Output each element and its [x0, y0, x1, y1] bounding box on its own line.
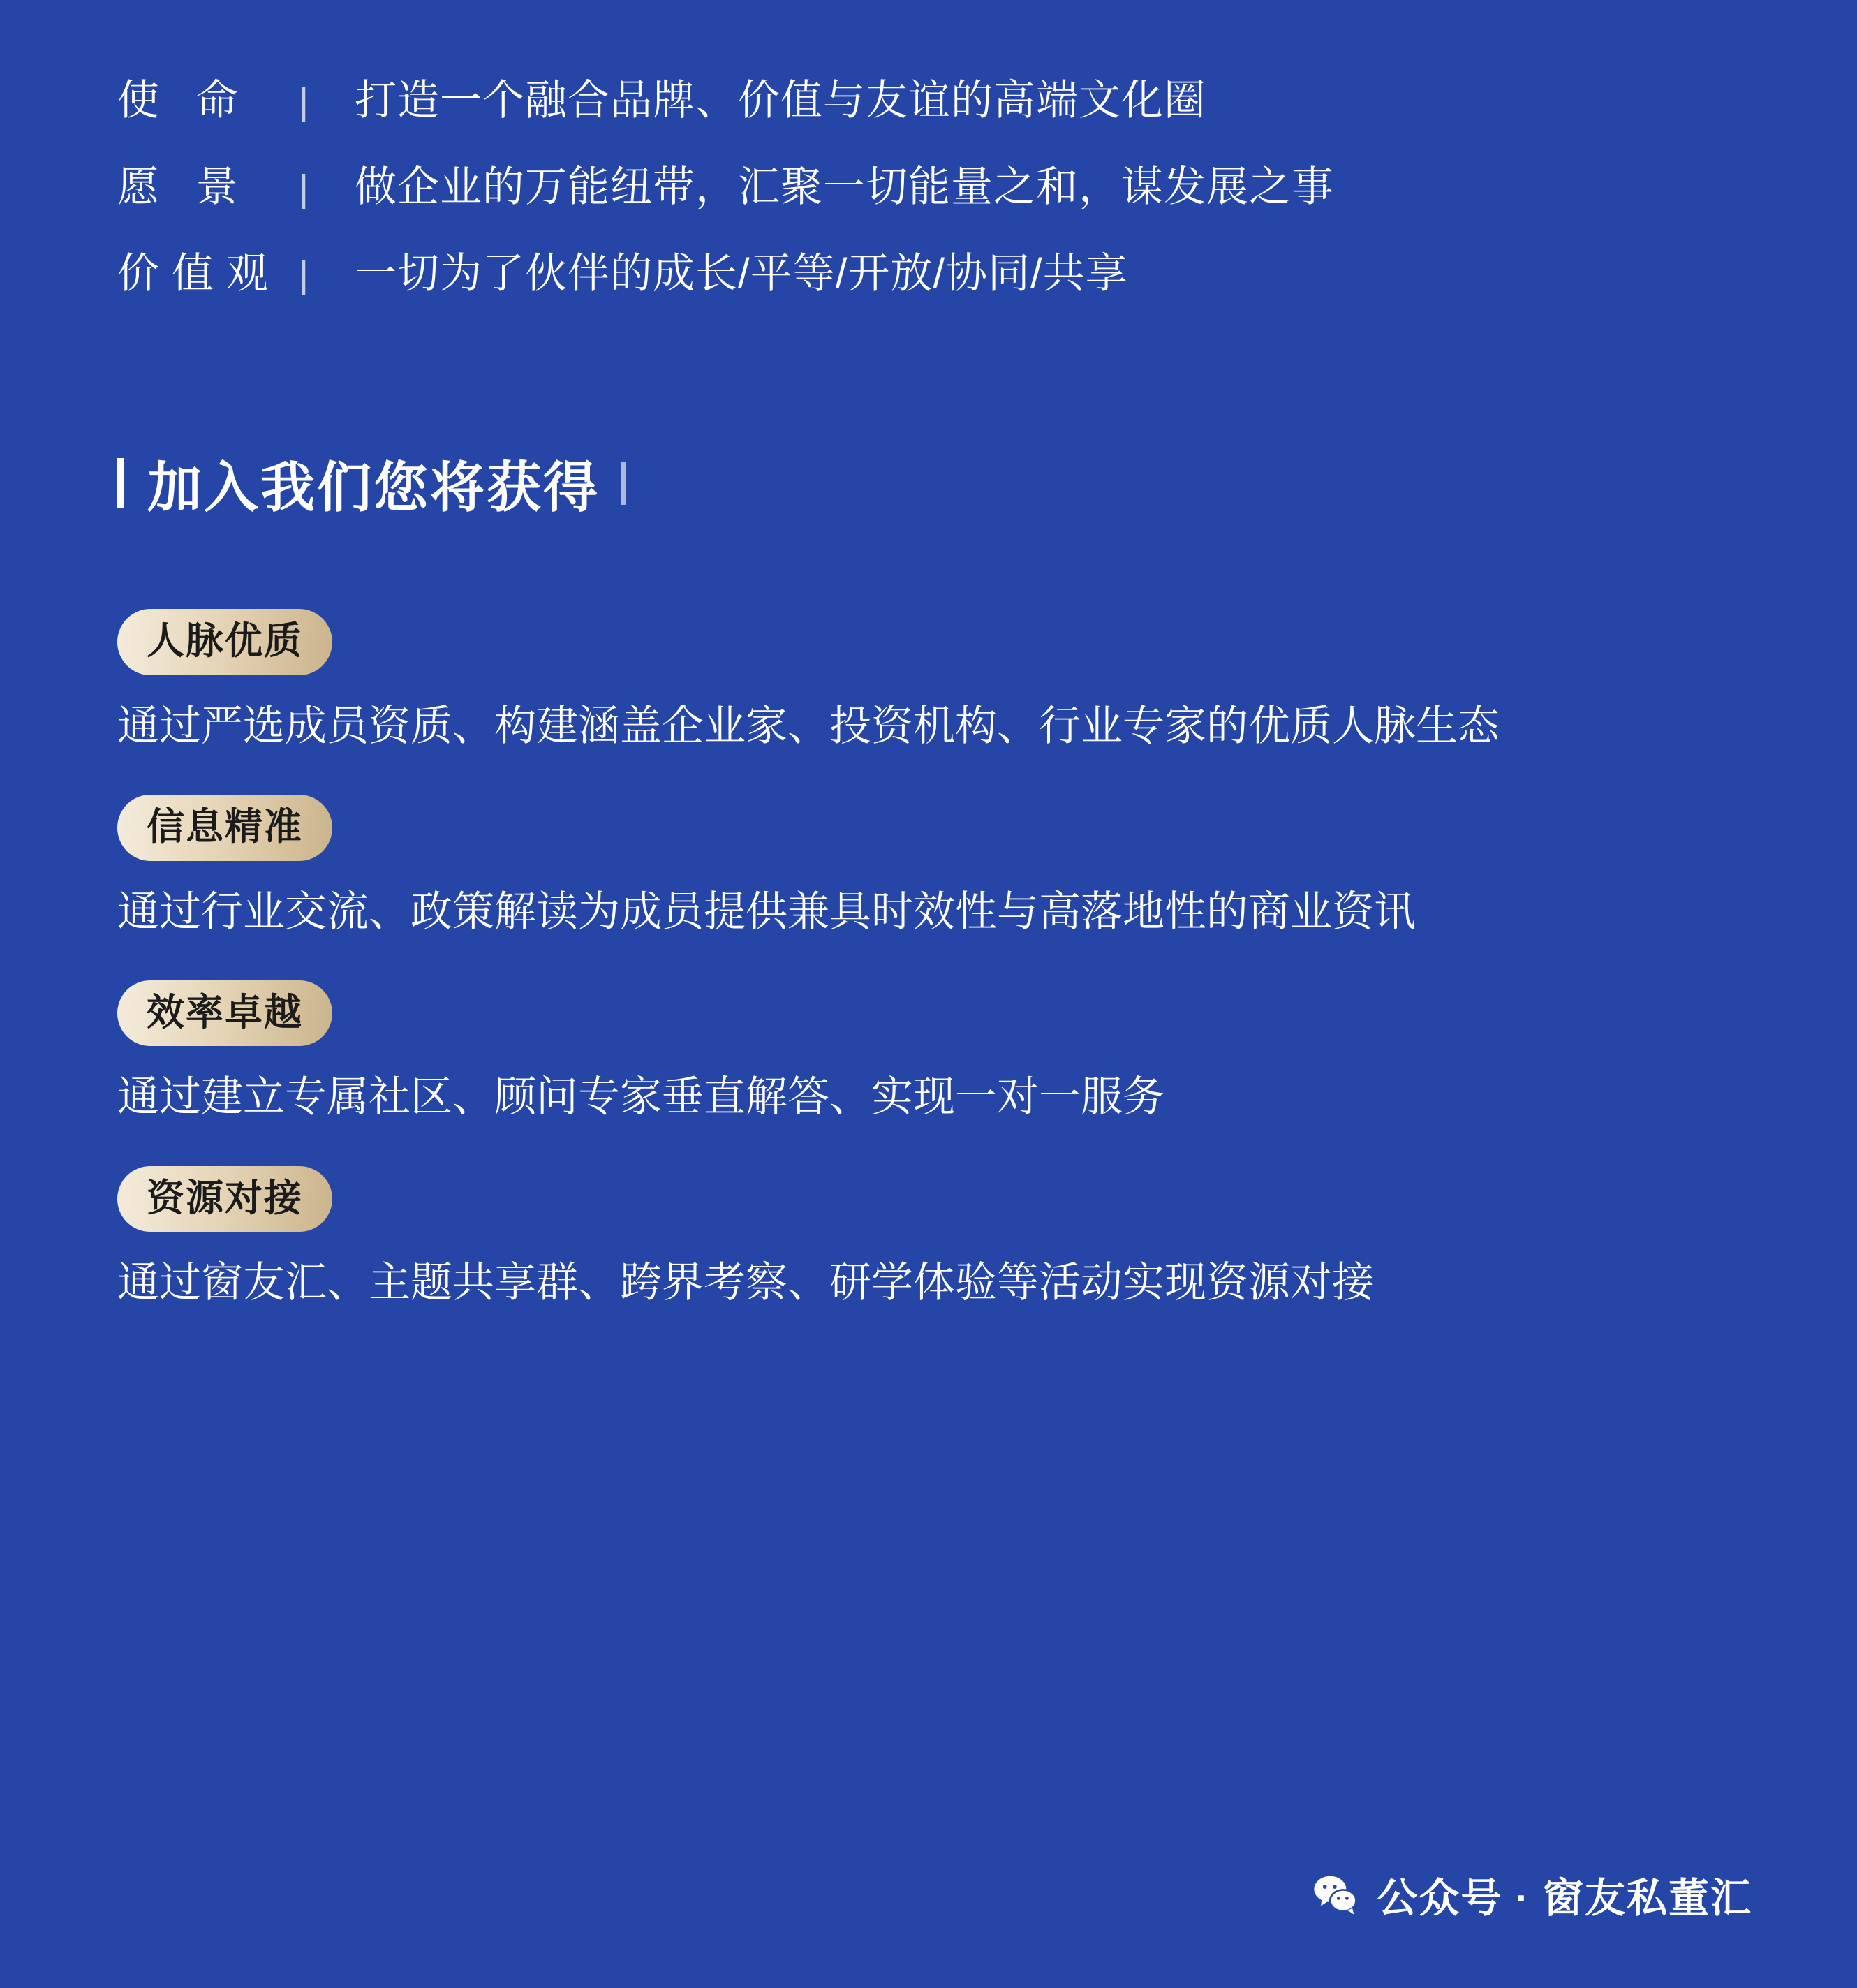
footer-account-name: 公众号 · 窗友私董汇: [1377, 1876, 1752, 1921]
benefit-item: [117, 795, 1766, 941]
wechat-icon: [1311, 1870, 1360, 1919]
benefit-description: 通过建立专属社区、顾问专家垂直解答、实现一对一服务: [117, 1073, 1164, 1121]
benefits-list: [117, 609, 1766, 1352]
credo-label-values: 价值观: [117, 250, 281, 297]
credo-separator: |: [299, 81, 309, 123]
benefit-tag-badge: 效率卓越: [117, 980, 332, 1047]
credo-label-mission: 使 命: [117, 77, 251, 124]
credo-text-values: 一切为了伙伴的成长/平等/开放/协同/共享: [355, 250, 1128, 297]
benefit-tag-badge: 资源对接: [117, 1166, 332, 1232]
section-title-block: [117, 444, 626, 522]
credo-separator: |: [299, 254, 309, 296]
benefit-description: 通过严选成员资质、构建涵盖企业家、投资机构、行业专家的优质人脉生态: [117, 702, 1500, 749]
benefit-tag-badge: 人脉优质: [117, 609, 332, 675]
benefit-tag-badge: 信息精准: [117, 795, 332, 861]
page-title: 加入我们您将获得: [147, 457, 600, 518]
credo-separator: |: [299, 168, 309, 209]
title-accent-bar-right: [621, 462, 626, 505]
title-accent-bar-left: [117, 458, 124, 508]
credo-text-mission: 打造一个融合品牌、价值与友谊的高端文化圈: [355, 77, 1207, 124]
footer-account: [1311, 1865, 1752, 1924]
credo-block: [117, 67, 1773, 327]
benefit-description: 通过行业交流、政策解读为成员提供兼具时效性与高落地性的商业资讯: [117, 888, 1416, 935]
benefit-item: [117, 980, 1766, 1127]
benefit-description: 通过窗友汇、主题共享群、跨界考察、研学体验等活动实现资源对接: [117, 1259, 1374, 1306]
credo-row-mission: [117, 67, 1773, 127]
credo-row-values: [117, 240, 1773, 300]
benefit-item: [117, 609, 1766, 756]
benefit-item: [117, 1166, 1766, 1313]
credo-row-vision: [117, 154, 1773, 214]
credo-text-vision: 做企业的万能纽带，汇聚一切能量之和，谋发展之事: [355, 163, 1335, 210]
credo-label-vision: 愿 景: [117, 163, 251, 210]
